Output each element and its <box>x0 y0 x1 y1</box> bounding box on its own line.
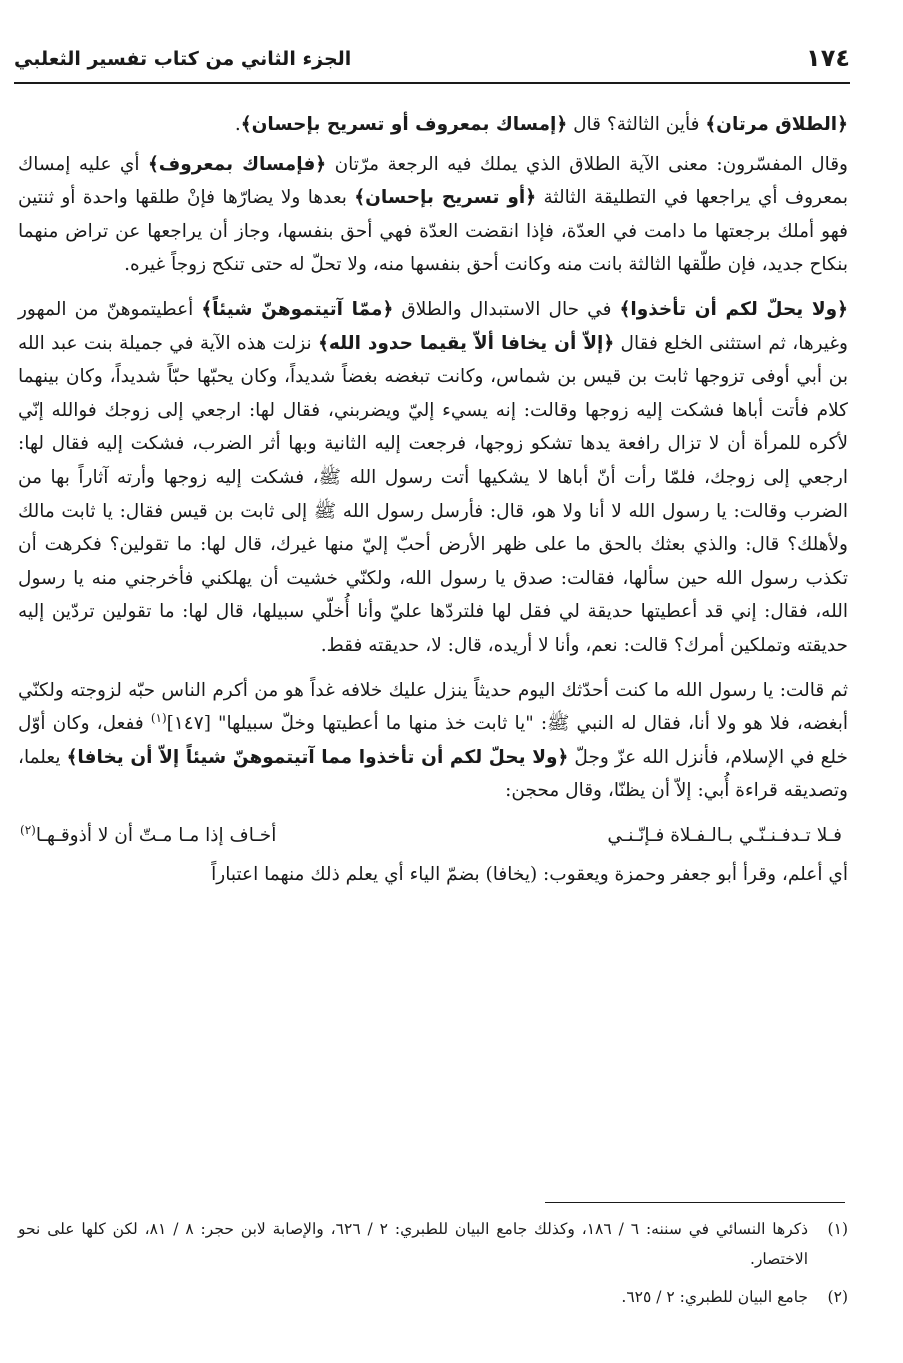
main-text <box>18 108 848 903</box>
footnote-text: ذكرها النسائي في سننه: ٦ / ١٨٦، وكذلك جامع البيان للطبري: ٢ / ٦٢٦، والإصابة لابن حجر: ٨ / ٨١، لكن كلها على نحو الاختصار. <box>18 1220 809 1268</box>
quran-quote: ﴿أو تسريح بإحسان﴾ <box>354 187 537 209</box>
text-run: فأين الثالثة؟ قال <box>567 114 706 135</box>
poem-first-hemistich: فـلا تـدفـنـنّـي بـالـفـلاة فـإنّـنـي <box>607 824 842 846</box>
paragraph-1 <box>18 108 848 142</box>
paragraph-2 <box>18 148 848 282</box>
paragraph-5 <box>18 858 848 892</box>
text-run: أعطيتموهنّ من المهور وغيرها، ثم استثنى الخلع فقال <box>18 298 848 354</box>
paragraph-3 <box>18 293 848 663</box>
text-run: ثم قالت: يا رسول الله ما كنت أحدّثك اليوم حديثاً ينزل عليك خلافه غداً هو من أكرم الناس حبّه لزوجته ولكنّي أبغضه، فلا هو ولا أنا، فقال له النبي ﷺ: "يا ثابت خذ منها ما أعطيتها وخلّ سبيلها" [١٤٧] <box>18 679 848 735</box>
footnote <box>18 1214 848 1274</box>
poem-verse <box>18 819 848 853</box>
footnote-ref: (١) <box>150 710 167 725</box>
text-run: أي أعلم، وقرأ أبو جعفر وحمزة ويعقوب: (يخافا) بضمّ الياء أي يعلم ذلك منهما اعتباراً <box>211 864 848 886</box>
footnote-number: (٢) <box>827 1288 848 1306</box>
quran-quote: ﴿ولا يحلّ لكم أن تأخذوا مما آتيتموهنّ شيئاً إلاّ أن يخافا﴾ <box>66 746 569 768</box>
paragraph-4 <box>18 674 848 808</box>
footnotes <box>18 1214 848 1320</box>
text-run: ففعل، وكان أوّل خلع في الإسلام، فأنزل الله عزّ وجلّ <box>18 713 848 768</box>
text-run: يعلما، وتصديقه قراءة أُبي: إلاّ أن يظنّا، وقال محجن: <box>18 746 848 802</box>
page-header <box>14 44 850 84</box>
footnote <box>18 1282 848 1312</box>
quran-quote: ﴿إمساك بمعروف أو تسريح بإحسان﴾ <box>240 114 568 135</box>
text-run: . <box>234 114 241 135</box>
quran-quote: ﴿ممّا آتيتموهنّ شيئاً﴾ <box>201 298 394 320</box>
running-title: الجزء الثاني من كتاب تفسير الثعلبي <box>14 48 352 70</box>
text-run: أي عليه إمساك بمعروف أي يراجعها في التطليقة الثالثة <box>18 153 849 209</box>
text-run: بعدها ولا يضارّها فإنْ طلقها واحدة أو ثنتين فهو أملك برجعتها ما دامت في العدّة، فإذا انقضت العدّة فهي أحق بنفسها، وجاز أن يراجعها عن تراض منهما بنكاح جديد، فإن طلّقها الثالثة بانت منه وكانت أحق بنفسها منه، ولا تحلّ له حتى تنكح زوجاً غيره. <box>18 187 848 276</box>
text-run: نزلت هذه الآية في جميلة بنت عبد الله بن أبي أوفى تزوجها ثابت بن قيس بن شماس، وكانت تبغضه بغضاً شديداً، وكان يحبّها حبّاً شديداً، وكان بينهما كلام فأتت أباها فشكت إليه زوجها وقالت: إنه يسيء إليّ ويضربني، فقال لها: ارجعي إلى زوجك فوالله إنّي لأكره للمرأة أن لا تزال رافعة يدها تشكو زوجها، فرجعت إليه الثانية وبها أثر الضرب، فشكت إليه فقال لها: ارجعي إلى زوجك، فلمّا رأت أنّ أباها لا يشكيها أتت رسول الله ﷺ، فشكت إليه زوجها وأرته آثاراً بها من الضرب وقالت: يا رسول الله لا أنا ولا هو، قال: فأرسل رسول الله ﷺ إلى ثابت بن قيس فقال: يا ثابت مالك ولأهلك؟ قال: والذي بعثك بالحق ما على ظهر الأرض أحبّ إليّ منها غيرك، قال لها: ما تقولين؟ فكرهت أن تكذب رسول الله حين سألها، فقالت: صدق يا رسول الله، ولكنّي خشيت أن يهلكني فأخرجني منه يا رسول الله، فقال: إني قد أعطيتها حديقة لي فقل لها فلتردّها عليّ وأنا أُخلّي سبيلها، قال لها: ما تقولين تردّين إليه حديقته وتملكين أمرك؟ قالت: نعم، وأنا لا أريده، قال: لا، حديقته فقط. <box>18 332 848 656</box>
poem-second-text: أخـاف إذا مـا مـتّ أن لا أذوقـهـا <box>35 824 277 846</box>
footnote-separator <box>545 1202 845 1203</box>
text-run: وقال المفسّرون: معنى الآية الطلاق الذي يملك فيه الرجعة مرّتان <box>326 153 848 175</box>
quran-quote: ﴿إلاّ أن يخافا ألاّ يقيما حدود الله﴾ <box>318 332 615 354</box>
poem-second-hemistich <box>20 819 276 853</box>
quran-quote: ﴿فإمساك بمعروف﴾ <box>147 153 327 175</box>
text-run: في حال الاستبدال والطلاق <box>393 298 620 320</box>
page-number: ١٧٤ <box>806 44 850 72</box>
footnote-ref: (٢) <box>20 822 36 837</box>
quran-quote: ﴿الطلاق مرتان﴾ <box>705 114 848 135</box>
quran-quote: ﴿ولا يحلّ لكم أن تأخذوا﴾ <box>619 298 848 320</box>
footnote-text: جامع البيان للطبري: ٢ / ٦٢٥. <box>621 1288 808 1306</box>
footnote-number: (١) <box>827 1220 848 1238</box>
